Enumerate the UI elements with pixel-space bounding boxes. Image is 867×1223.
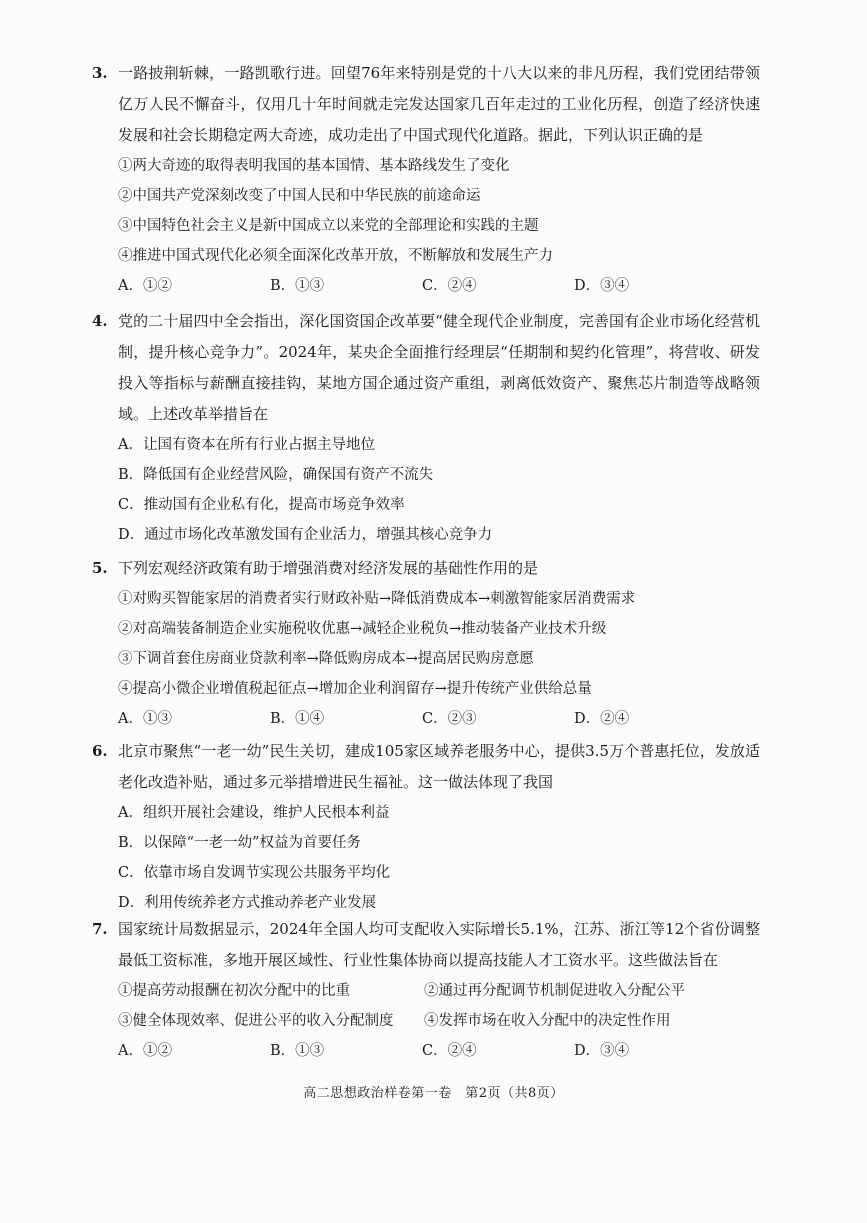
question-7	[92, 914, 760, 1066]
option-b: B．①③	[270, 1043, 325, 1059]
question-stem	[92, 914, 760, 976]
option-a: A．①②	[118, 278, 172, 294]
option-c: C．推动国有企业私有化，提高市场竞争效率	[118, 497, 405, 513]
option-c: C．依靠市场自发调节实现公共服务平均化	[118, 865, 391, 881]
question-number: 5.	[92, 559, 108, 577]
option-c: C．②④	[422, 278, 477, 294]
option-c: C．②③	[422, 711, 477, 727]
statement-3: ③中国特色社会主义是新中国成立以来党的全部理论和实践的主题	[118, 218, 539, 234]
question-text: 一路披荆斩棘，一路凯歌行进。回望76年来特别是党的十八大以来的非凡历程，我们党团结带领亿万人民不懈奋斗，仅用几十年时间就走完发达国家几百年走过的工业化历程，创造了经济快速发展和社会长期稳定两大奇迹，成功走出了中国式现代化道路。据此，下列认识正确的是	[118, 64, 760, 144]
question-number: 3.	[92, 64, 108, 82]
statement-1: ①对购买智能家居的消费者实行财政补贴→降低消费成本→刺激智能家居消费需求	[118, 591, 636, 607]
question-5	[92, 553, 760, 734]
option-b: B．降低国有企业经营风险，确保国有资产不流失	[118, 467, 434, 483]
statement-4: ④发挥市场在收入分配中的决定性作用	[424, 1013, 671, 1029]
question-4	[92, 306, 760, 550]
option-b: B．①④	[270, 711, 325, 727]
statement-1: ①提高劳动报酬在初次分配中的比重	[118, 983, 350, 999]
option-a: A．让国有资本在所有行业占据主导地位	[118, 437, 375, 453]
question-number: 7.	[92, 920, 108, 938]
option-a: A．①②	[118, 1043, 172, 1059]
question-3	[92, 58, 760, 301]
question-number: 6.	[92, 742, 108, 760]
option-d: D．③④	[574, 1043, 630, 1059]
option-a: A．①③	[118, 711, 172, 727]
statement-2: ②中国共产党深刻改变了中国人民和中华民族的前途命运	[118, 188, 481, 204]
question-stem	[92, 553, 760, 584]
option-d: D．③④	[574, 278, 630, 294]
option-d: D．利用传统养老方式推动养老产业发展	[118, 895, 377, 911]
question-stem	[92, 306, 760, 430]
option-a: A．组织开展社会建设，维护人民根本利益	[118, 805, 390, 821]
answer-options	[92, 704, 760, 734]
statement-3: ③健全体现效率、促进公平的收入分配制度	[118, 1013, 394, 1029]
option-b: B．以保障“一老一幼”权益为首要任务	[118, 835, 361, 851]
question-text: 党的二十届四中全会指出，深化国资国企改革要“健全现代企业制度，完善国有企业市场化经营机制，提升核心竞争力”。2024年，某央企全面推行经理层“任期制和契约化管理”，将营收、研发投入等指标与薪酬直接挂钩，某地方国企通过资产重组，剥离低效资产、聚焦芯片制造等战略领域。上述改革举措旨在	[118, 312, 760, 423]
page-footer: 高二思想政治样卷第一卷 第2页（共8页）	[303, 1086, 564, 1101]
question-6	[92, 736, 760, 918]
option-b: B．①③	[270, 278, 325, 294]
question-text: 下列宏观经济政策有助于增强消费对经济发展的基础性作用的是	[118, 559, 539, 577]
statement-3: ③下调首套住房商业贷款利率→降低购房成本→提高居民购房意愿	[118, 651, 534, 667]
question-stem	[92, 58, 760, 151]
option-d: D．②④	[574, 711, 630, 727]
question-text: 国家统计局数据显示，2024年全国人均可支配收入实际增长5.1%，江苏、浙江等12个省份调整最低工资标准，多地开展区域性、行业性集体协商以提高技能人才工资水平。这些做法旨在	[118, 920, 760, 969]
option-c: C．②④	[422, 1043, 477, 1059]
statement-2: ②通过再分配调节机制促进收入分配公平	[424, 983, 685, 999]
statement-2: ②对高端装备制造企业实施税收优惠→减轻企业税负→推动装备产业技术升级	[118, 621, 607, 637]
statement-4: ④推进中国式现代化必须全面深化改革开放，不断解放和发展生产力	[118, 248, 553, 264]
question-stem	[92, 736, 760, 798]
option-d: D．通过市场化改革激发国有企业活力，增强其核心竞争力	[118, 527, 493, 543]
statement-1: ①两大奇迹的取得表明我国的基本国情、基本路线发生了变化	[118, 158, 510, 174]
answer-options	[92, 1036, 760, 1066]
statement-4: ④提高小微企业增值税起征点→增加企业利润留存→提升传统产业供给总量	[118, 681, 592, 697]
answer-options	[92, 271, 760, 301]
statement-grid	[92, 976, 760, 1036]
question-number: 4.	[92, 312, 108, 330]
question-text: 北京市聚焦“一老一幼”民生关切，建成105家区域养老服务中心，提供3.5万个普惠托位，发放适老化改造补贴，通过多元举措增进民生福祉。这一做法体现了我国	[118, 742, 760, 791]
